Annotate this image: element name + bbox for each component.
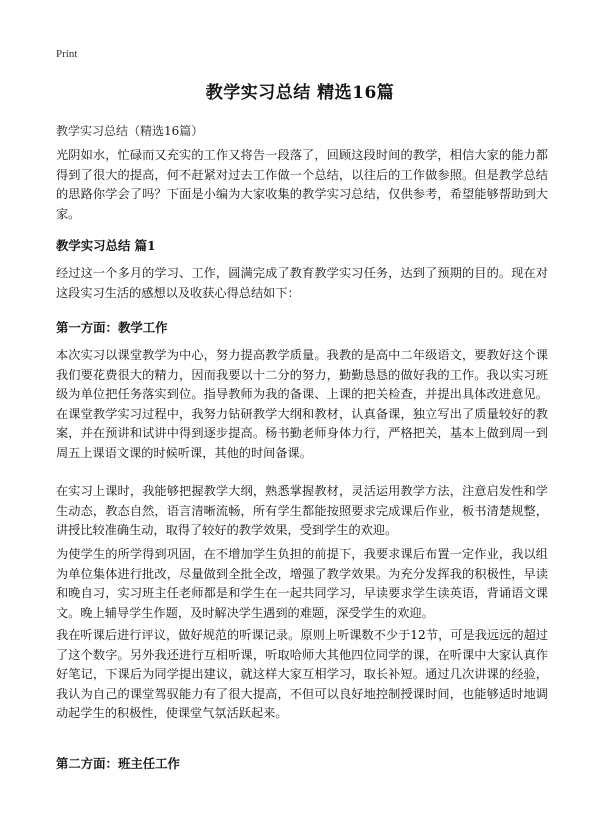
section-heading-1: 教学实习总结 篇1 xyxy=(56,238,156,253)
part-1-paragraph-1: 本次实习以课堂教学为中心，努力提高教学质量。我教的是高中二年级语文，要教好这个课我们要花费很大的精力，因而我要以十二分的努力，勤勤恳恳的做好我的工作。我以实习班级为单位把任务落实到位。指导教师为我的备课、上课的把关检查，并提出具体改进意见。在课堂教学实习过程中，我努力钻研教学大纲和教材，认真备课，独立写出了质量较好的教案，并在预讲和试讲中得到逐步提高。杨书勤老师身体力行，严格把关，基本上做到周一到周五上课语文课的时候听课，其他的时间备课。 xyxy=(56,348,548,460)
intro-paragraph: 光阴如水，忙碌而又充实的工作又将告一段落了，回顾这段时间的教学，相信大家的能力都得到了很大的提高，何不赶紧对过去工作做一个总结，以往后的工作做参照。但是教学总结的思路你学会了吗？下面是小编为大家收集的教学实习总结，仅供参考，希望能够帮助到大家。 xyxy=(56,148,548,221)
part-1-paragraph-2: 在实习上课时，我能够把握教学大纲，熟悉掌握教材，灵活运用教学方法，注意启发性和学生动态，教态自然，语言清晰流畅，所有学生都能按照要求完成课后作业，板书清楚规整，讲授比较准确生动，取得了较好的教学效果，受到学生的欢迎。 xyxy=(56,484,548,538)
part-2-heading: 第二方面：班主任工作 xyxy=(56,756,180,771)
part-1-paragraph-4: 我在听课后进行评议，做好规范的听课记录。原则上听课数不少于12节，可是我远远的超过了这个数字。另外我还进行互相听课，听取哈师大其他四位同学的课，在听课中大家认真作好笔记，下课后为同学提出建议，就这样大家互相学习，取长补短。通过几次讲课的经验，我认为自己的课堂驾驭能力有了很大提高，不但可以良好地控制授课时间，也能够适时地调动起学生的积极性，使课堂气氛活跃起来。 xyxy=(56,628,548,721)
subtitle: 教学实习总结（精选16篇） xyxy=(56,124,204,138)
section-1-intro: 经过这一个多月的学习、工作，圆满完成了教育教学实习任务，达到了预期的目的。现在对这段实习生活的感想以及收获心得总结如下： xyxy=(56,266,548,300)
print-label[interactable]: Print xyxy=(56,48,78,60)
page-title: 教学实习总结 精选16篇 xyxy=(205,83,395,103)
part-1-paragraph-3: 为使学生的所学得到巩固，在不增加学生负担的前提下，我要求课后布置一定作业，我以组为单位集体进行批改，尽量做到全批全改，增强了教学效果。为充分发挥我的积极性，早读和晚自习，实习班主任老师都是和学生在一起共同学习，早读要求学生读英语，背诵语文课文。晚上辅导学生作题，及时解决学生遇到的难题，深受学生的欢迎。 xyxy=(56,547,548,620)
part-1-heading: 第一方面：教学工作 xyxy=(56,320,168,335)
